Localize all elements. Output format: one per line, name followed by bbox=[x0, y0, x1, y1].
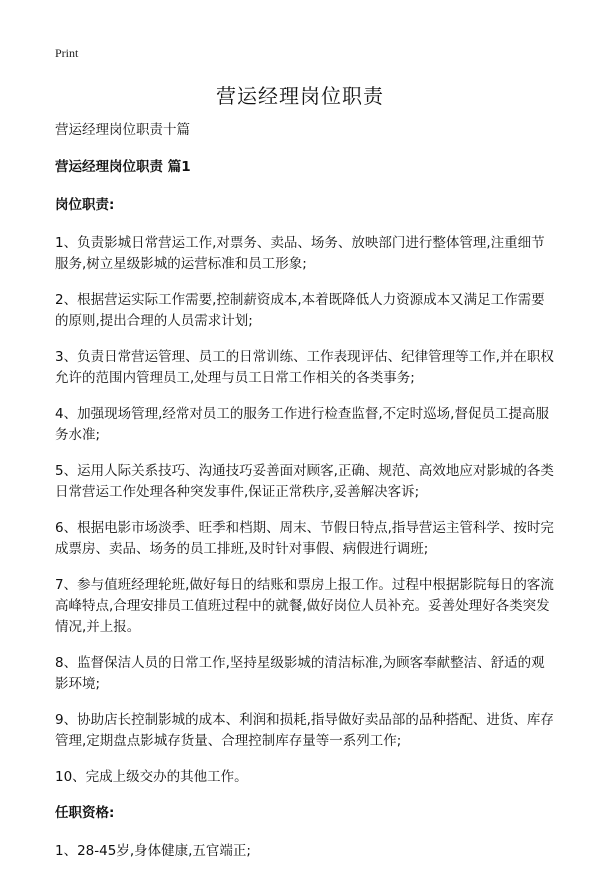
duty-item: 4、加强现场管理,经常对员工的服务工作进行检查监督,不定时巡场,督促员工提高服务水准; bbox=[55, 406, 549, 443]
page-title: 营运经理岗位职责 bbox=[216, 84, 384, 108]
document-body bbox=[55, 120, 555, 877]
duty-item: 10、完成上级交办的其他工作。 bbox=[55, 769, 248, 785]
document-subtitle: 营运经理岗位职责十篇 bbox=[55, 122, 190, 138]
duty-item: 8、监督保洁人员的日常工作,坚持星级影城的清洁标准,为顾客奉献整洁、舒适的观影环境; bbox=[55, 655, 545, 692]
qualifications-heading: 任职资格: bbox=[55, 805, 115, 821]
duty-item: 7、参与值班经理轮班,做好每日的结账和票房上报工作。过程中根据影院每日的客流高峰特点,合理安排员工值班过程中的就餐,做好岗位人员补充。妥善处理好各类突发情况,并上报。 bbox=[55, 577, 554, 635]
print-link[interactable]: Print bbox=[55, 46, 79, 60]
section-heading: 营运经理岗位职责 篇1 bbox=[55, 159, 191, 175]
duty-item: 5、运用人际关系技巧、沟通技巧妥善面对顾客,正确、规范、高效地应对影城的各类日常营运工作处理各种突发事件,保证正常秩序,妥善解决客诉; bbox=[55, 463, 554, 500]
duty-item: 6、根据电影市场淡季、旺季和档期、周末、节假日特点,指导营运主管科学、按时完成票房、卖品、场务的员工排班,及时针对事假、病假进行调班; bbox=[55, 520, 554, 557]
duty-item: 1、负责影城日常营运工作,对票务、卖品、场务、放映部门进行整体管理,注重细节服务,树立星级影城的运营标准和员工形象; bbox=[55, 235, 545, 272]
duty-item: 3、负责日常营运管理、员工的日常训练、工作表现评估、纪律管理等工作,并在职权允许的范围内管理员工,处理与员工日常工作相关的各类事务; bbox=[55, 349, 554, 386]
duty-item: 9、协助店长控制影城的成本、利润和损耗,指导做好卖品部的品种搭配、进货、库存管理,定期盘点影城存货量、合理控制库存量等一系列工作; bbox=[55, 712, 554, 749]
duties-heading: 岗位职责: bbox=[55, 197, 115, 213]
duty-item: 2、根据营运实际工作需要,控制薪资成本,本着既降低人力资源成本又满足工作需要的原则,提出合理的人员需求计划; bbox=[55, 292, 545, 329]
qualification-item: 1、28-45岁,身体健康,五官端正; bbox=[55, 843, 251, 859]
